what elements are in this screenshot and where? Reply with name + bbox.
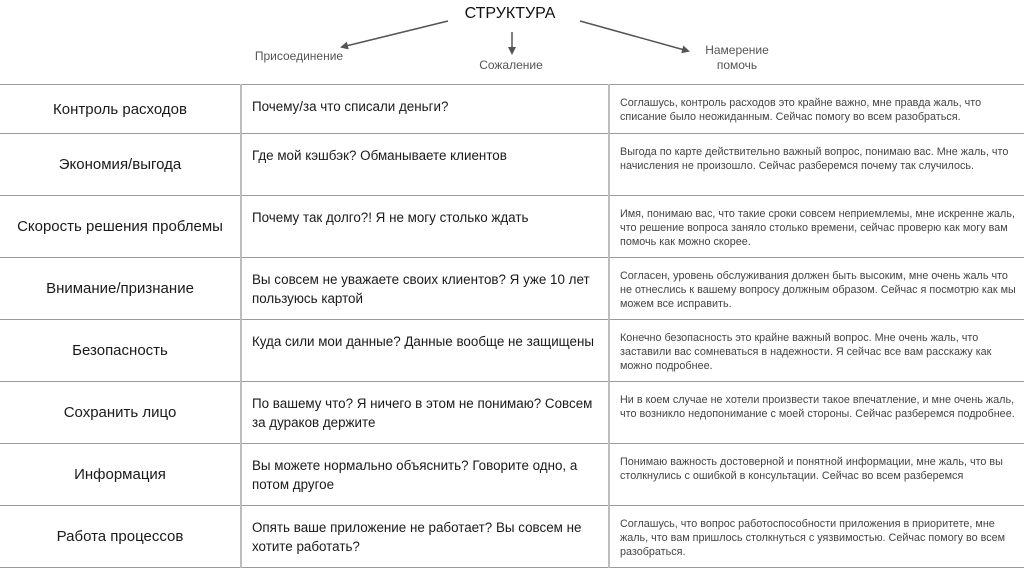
category-cell: Внимание/признание xyxy=(0,258,241,320)
arrow-to-help xyxy=(580,21,688,51)
table-row xyxy=(0,134,1024,196)
table-row xyxy=(0,85,1024,134)
category-cell: Экономия/выгода xyxy=(0,134,241,196)
table-body xyxy=(0,85,1024,568)
question-cell: Где мой кэшбэк? Обманываете клиентов xyxy=(241,134,609,196)
answer-cell: Согласен, уровень обслуживания должен быть высоким, мне очень жаль что не отнеслись к вашему вопросу должным образом. Сейчас я посмотрю как мы можем все исправить. xyxy=(609,258,1024,320)
branch-label-regret: Сожаление xyxy=(479,58,543,72)
category-cell: Работа процессов xyxy=(0,506,241,568)
category-cell: Скорость решения проблемы xyxy=(0,196,241,258)
table-row xyxy=(0,506,1024,568)
category-cell: Сохранить лицо xyxy=(0,382,241,444)
question-cell: Почему/за что списали деньги? xyxy=(241,85,609,134)
category-cell: Контроль расходов xyxy=(0,85,241,134)
page-title: СТРУКТУРА xyxy=(464,5,556,22)
table-row xyxy=(0,258,1024,320)
answer-cell: Соглашусь, что вопрос работоспособности приложения в приоритете, мне жаль, что вам пришлось столкнуться с уязвимостью. Сейчас помогу во всем разобраться. xyxy=(609,506,1024,568)
structure-header xyxy=(0,0,1024,84)
branch-label-join: Присоединение xyxy=(254,49,344,63)
question-cell: Куда сили мои данные? Данные вообще не защищены xyxy=(241,320,609,382)
answer-cell: Соглашусь, контроль расходов это крайне важно, мне правда жаль, что списание было неожиданным. Сейчас помогу во всем разобраться. xyxy=(609,85,1024,134)
category-cell: Информация xyxy=(0,444,241,506)
question-cell: Почему так долго?! Я не могу столько ждать xyxy=(241,196,609,258)
table-row xyxy=(0,444,1024,506)
question-cell: Вы можете нормально объяснить? Говорите одно, а потом другое xyxy=(241,444,609,506)
answer-cell: Имя, понимаю вас, что такие сроки совсем неприемлемы, мне искренне жаль, что решение вопроса заняло столько времени, сейчас проверю как могу вам помочь как можно скорее. xyxy=(609,196,1024,258)
question-cell: Опять ваше приложение не работает? Вы совсем не хотите работать? xyxy=(241,506,609,568)
answer-cell: Ни в коем случае не хотели произвести такое впечатление, и мне очень жаль, что возникло недопонимание с моей стороны. Сейчас разберемся подробнее. xyxy=(609,382,1024,444)
answer-cell: Понимаю важность достоверной и понятной информации, мне жаль, что вы столкнулись с ошибкой в консультации. Сейчас во всем разберемся xyxy=(609,444,1024,506)
table-row xyxy=(0,196,1024,258)
table-row xyxy=(0,382,1024,444)
responses-table xyxy=(0,84,1024,568)
branch-label-help: Намерение помочь xyxy=(705,43,769,72)
category-cell: Безопасность xyxy=(0,320,241,382)
answer-cell: Выгода по карте действительно важный вопрос, понимаю вас. Мне жаль, что начисления не произошло. Сейчас разберемся почему так случилось. xyxy=(609,134,1024,196)
question-cell: По вашему что? Я ничего в этом не понимаю? Совсем за дураков держите xyxy=(241,382,609,444)
question-cell: Вы совсем не уважаете своих клиентов? Я уже 10 лет пользуюсь картой xyxy=(241,258,609,320)
table-row xyxy=(0,320,1024,382)
answer-cell: Конечно безопасность это крайне важный вопрос. Мне очень жаль, что заставили вас сомневаться в надежности. Я сейчас все вам расскажу как можно подробнее. xyxy=(609,320,1024,382)
arrow-to-join xyxy=(342,21,448,47)
